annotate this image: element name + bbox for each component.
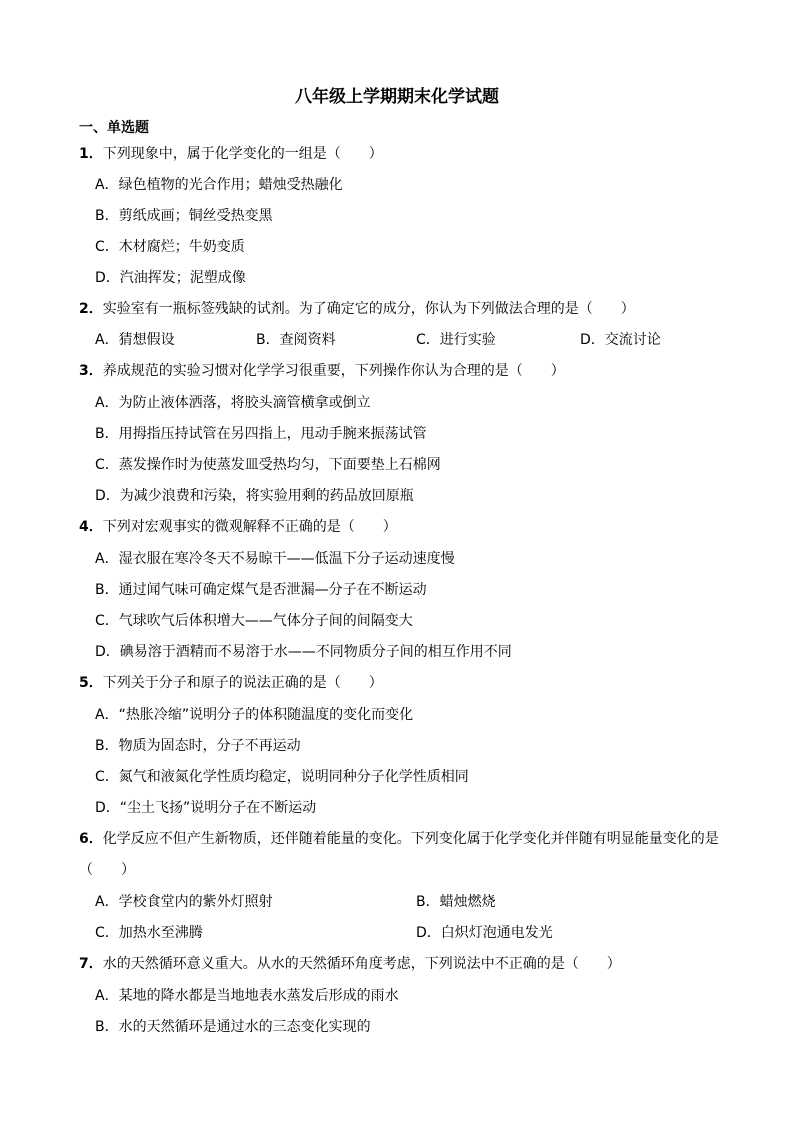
option-5d: D．“尘土飞扬”说明分子在不断运动 xyxy=(95,800,317,816)
question-stem: 化学反应不但产生新物质，还伴随着能量的变化。下列变化属于化学变化并伴随有明显能量变化的是 xyxy=(102,831,719,847)
page-title: 八年级上学期期末化学试题 xyxy=(295,87,499,107)
option-4b: B．通过闻气味可确定煤气是否泄漏—分子在不断运动 xyxy=(95,582,427,598)
option-2a: A．猜想假设 xyxy=(95,332,175,348)
question-3: 3．养成规范的实验习惯对化学学习很重要，下列操作你认为合理的是（ ） xyxy=(79,363,565,379)
option-3c: C．蒸发操作时为使蒸发皿受热均匀，下面要垫上石棉网 xyxy=(95,457,441,473)
option-4d: D．碘易溶于酒精而不易溶于水——不同物质分子间的相互作用不同 xyxy=(95,644,512,660)
option-2c: C．进行实验 xyxy=(416,332,496,348)
question-number: 6 xyxy=(79,831,89,847)
option-1b: B．剪纸成画；铜丝受热变黑 xyxy=(95,208,273,224)
question-7: 7．水的天然循环意义重大。从水的天然循环角度考虑，下列说法中不正确的是（ ） xyxy=(79,956,621,972)
option-2d: D．交流讨论 xyxy=(580,332,661,348)
option-6a: A．学校食堂内的紫外灯照射 xyxy=(95,894,273,910)
section-heading: 一、单选题 xyxy=(79,120,149,136)
question-number: 1 xyxy=(79,146,89,162)
question-number: 5 xyxy=(79,675,89,691)
question-stem: 养成规范的实验习惯对化学学习很重要，下列操作你认为合理的是（ ） xyxy=(102,363,565,379)
question-2: 2．实验室有一瓶标签残缺的试剂。为了确定它的成分，你认为下列做法合理的是（ ） xyxy=(79,301,635,317)
question-stem: 水的天然循环意义重大。从水的天然循环角度考虑，下列说法中不正确的是（ ） xyxy=(102,956,621,972)
question-6-cont: （ ） xyxy=(79,862,135,878)
option-2b: B．查阅资料 xyxy=(256,332,336,348)
question-4: 4．下列对宏观事实的微观解释不正确的是（ ） xyxy=(79,519,397,535)
option-1d: D．汽油挥发；泥塑成像 xyxy=(95,270,246,286)
option-1a: A．绿色植物的光合作用；蜡烛受热融化 xyxy=(95,177,343,193)
question-6: 6．化学反应不但产生新物质，还伴随着能量的变化。下列变化属于化学变化并伴随有明显能量变化的是 xyxy=(79,831,719,847)
option-6c: C．加热水至沸腾 xyxy=(95,925,203,941)
question-number: 2 xyxy=(79,301,89,317)
question-5: 5．下列关于分子和原子的说法正确的是（ ） xyxy=(79,675,383,691)
option-3d: D．为减少浪费和污染，将实验用剩的药品放回原瓶 xyxy=(95,488,414,504)
question-stem: 下列关于分子和原子的说法正确的是（ ） xyxy=(102,675,383,691)
option-7b: B．水的天然循环是通过水的三态变化实现的 xyxy=(95,1019,371,1035)
question-stem: 下列现象中，属于化学变化的一组是（ ） xyxy=(102,146,383,162)
question-number: 7 xyxy=(79,956,89,972)
question-1: 1．下列现象中，属于化学变化的一组是（ ） xyxy=(79,146,383,162)
option-1c: C．木材腐烂；牛奶变质 xyxy=(95,239,245,255)
option-3a: A．为防止液体洒落，将胶头滴管横拿或倒立 xyxy=(95,395,371,411)
question-stem: 下列对宏观事实的微观解释不正确的是（ ） xyxy=(102,519,397,535)
option-5c: C．氮气和液氮化学性质均稳定，说明同种分子化学性质相同 xyxy=(95,769,469,785)
option-4a: A．湿衣服在寒冷冬天不易晾干——低温下分子运动速度慢 xyxy=(95,551,455,567)
option-5a: A．“热胀冷缩”说明分子的体积随温度的变化而变化 xyxy=(95,707,414,723)
question-number: 3 xyxy=(79,363,89,379)
option-7a: A．某地的降水都是当地地表水蒸发后形成的雨水 xyxy=(95,988,399,1004)
option-3b: B．用拇指压持试管在另四指上，甩动手腕来振荡试管 xyxy=(95,426,427,442)
option-4c: C．气球吹气后体积增大——气体分子间的间隔变大 xyxy=(95,613,413,629)
question-stem: 实验室有一瓶标签残缺的试剂。为了确定它的成分，你认为下列做法合理的是（ ） xyxy=(102,301,635,317)
option-6b: B．蜡烛燃烧 xyxy=(416,894,496,910)
option-5b: B．物质为固态时，分子不再运动 xyxy=(95,738,301,754)
question-number: 4 xyxy=(79,519,89,535)
option-6d: D．白炽灯泡通电发光 xyxy=(416,925,553,941)
